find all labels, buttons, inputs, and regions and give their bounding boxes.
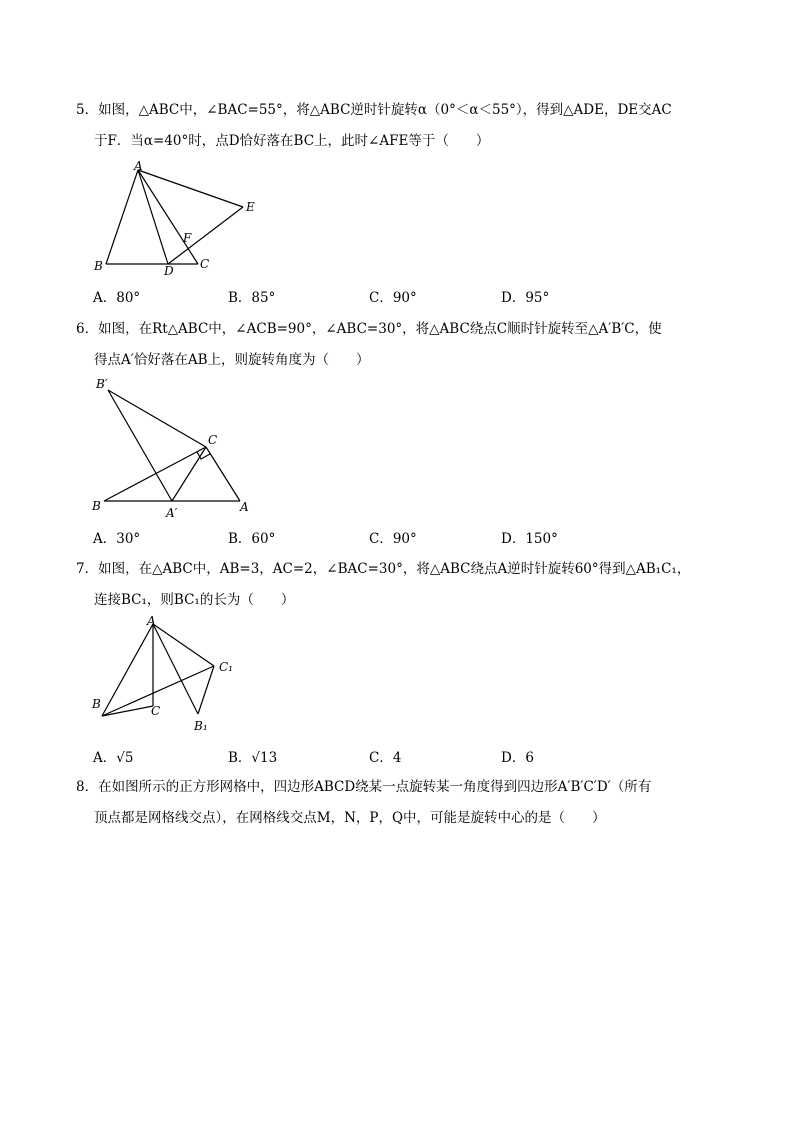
q6-option-a[interactable]: A．30°	[93, 531, 141, 547]
q5-option-b[interactable]: B．85°	[228, 290, 276, 306]
q7-segment-ac1	[153, 624, 214, 666]
q6-line-1: 6．如图，在Rt△ABC中，∠ACB=90°，∠ABC=30°，将△ABC绕点C顺时针旋转至△A′B′C，使	[76, 321, 662, 337]
q7-option-c[interactable]: C．4	[369, 750, 402, 766]
q7-line-2: 连接BC₁，则BC₁的长为（ ）	[94, 592, 295, 608]
q7-options	[93, 746, 613, 766]
q6-label-b: B	[92, 499, 101, 513]
q7-segment-bc	[102, 706, 153, 716]
q6-segment-aprime-c	[172, 447, 206, 501]
q6-label-a: A	[240, 500, 249, 514]
q5-line-2: 于F．当α=40°时，点D恰好落在BC上，此时∠AFE等于（ ）	[94, 133, 490, 149]
q6-figure	[90, 372, 260, 526]
question-6	[76, 314, 726, 376]
q7-segment-b1c1	[198, 666, 214, 714]
q5-label-b: B	[94, 259, 103, 273]
q6-line-2: 得点A′恰好落在AB上，则旋转角度为（ ）	[94, 352, 370, 368]
q5-label-f: F	[183, 231, 192, 245]
q6-segment-ca	[206, 447, 240, 501]
q6-label-c: C	[208, 433, 218, 447]
q5-option-c[interactable]: C．90°	[369, 290, 417, 306]
q5-label-e: E	[246, 200, 255, 214]
q6-option-b[interactable]: B．60°	[228, 531, 276, 547]
q6-segment-bprime-aprime	[108, 390, 172, 501]
q5-label-c: C	[200, 257, 210, 271]
q6-label-bprime: B′	[96, 377, 108, 391]
q5-option-a[interactable]: A．80°	[93, 290, 141, 306]
q5-line-1: 5．如图，△ABC中，∠BAC=55°，将△ABC逆时针旋转α（0°＜α＜55°），得到△ADE，DE交AC	[76, 102, 672, 118]
q7-triangle-diagram	[88, 612, 258, 742]
q7-segment-ab1	[153, 624, 198, 714]
q7-label-b1: B₁	[194, 719, 208, 733]
q7-option-b[interactable]: B．√13	[228, 750, 278, 766]
q5-options	[93, 286, 613, 306]
q7-line-1: 7．如图，在△ABC中，AB=3，AC=2，∠BAC=30°，将△ABC绕点A逆时针旋转60°得到△AB₁C₁，	[76, 561, 691, 577]
q7-label-c: C	[151, 704, 161, 718]
q7-label-a: A	[147, 614, 156, 628]
q5-segment-ae	[138, 170, 243, 207]
question-5	[76, 95, 726, 157]
question-8	[76, 772, 726, 834]
q6-label-aprime: A′	[166, 506, 178, 520]
q8-line-2: 顶点都是网格线交点），在网格线交点M，N，P，Q中，可能是旋转中心的是（ ）	[94, 810, 606, 826]
q5-figure	[90, 158, 270, 282]
q5-label-a: A	[134, 159, 143, 173]
q6-segment-bprime-c	[108, 390, 206, 447]
q7-label-b: B	[92, 697, 101, 711]
q6-option-d[interactable]: D．150°	[501, 531, 558, 547]
q6-option-c[interactable]: C．90°	[369, 531, 417, 547]
q6-triangle-diagram	[90, 372, 260, 522]
q7-option-d[interactable]: D．6	[501, 750, 534, 766]
q7-figure	[88, 612, 258, 746]
q5-option-d[interactable]: D．95°	[501, 290, 550, 306]
q7-option-a[interactable]: A．√5	[93, 750, 134, 766]
q5-segment-ad	[138, 170, 168, 264]
q5-segment-ac	[138, 170, 198, 264]
q5-label-d: D	[164, 264, 174, 278]
question-7	[76, 554, 726, 616]
q7-label-c1: C₁	[219, 660, 233, 674]
q5-segment-ab	[106, 170, 138, 264]
q6-options	[93, 527, 613, 547]
q6-segment-bc	[104, 447, 206, 501]
q5-triangle-diagram	[90, 158, 270, 278]
q7-segment-ab	[102, 624, 153, 716]
q8-line-1: 8．在如图所示的正方形网格中，四边形ABCD绕某一点旋转某一角度得到四边形A′B′C′D′（所有	[76, 779, 652, 795]
